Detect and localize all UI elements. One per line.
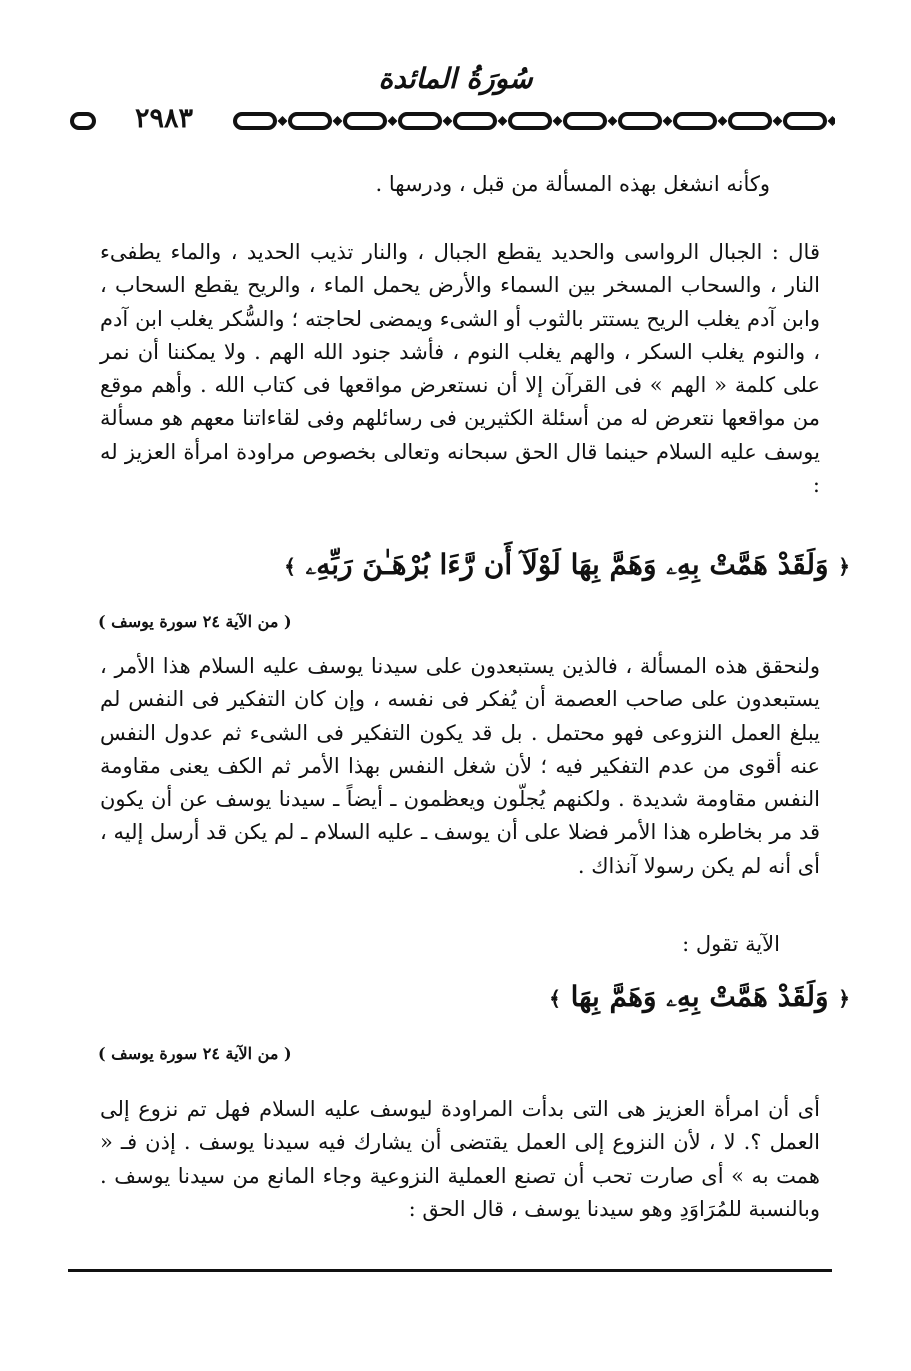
verse-close-bracket: ﴾: [549, 986, 561, 1011]
paragraph-5: أى أن امرأة العزيز هى التى بدأت المراودة ليوسف عليه السلام فهل تم نزوع إلى العمل ؟. لا ، لأن النزوع إلى العمل يقتضى أن يشارك فيه سيدنا يوسف . إذن فـ « همت به » أى صارت تحب أن تصنع العملية النزوعية وجاء المانع من سيدنا يوسف . وبالنسبة للمُرَاوَدِ وهو سيدنا يوسف ، قال الحق :: [100, 1097, 820, 1221]
quran-verse-2: [250, 980, 850, 1014]
surah-title: سُورَةُ المائدة: [378, 62, 533, 95]
page-number: ٢٩٨٣: [98, 102, 230, 136]
verse-2-source: ( من الآية ٢٤ سورة يوسف ): [98, 1044, 292, 1063]
paragraph-4: الآية تقول :: [682, 932, 780, 956]
verse-text: وَلَقَدْ هَمَّتْ بِهِۦ وَهَمَّ بِهَا: [570, 980, 829, 1013]
verse-1-source: ( من الآية ٢٤ سورة يوسف ): [98, 612, 292, 631]
verse-open-bracket: ﴿: [838, 986, 850, 1011]
verse-close-bracket: ﴾: [284, 554, 296, 579]
footer-rule: [68, 1269, 832, 1272]
verse-open-bracket: ﴿: [838, 554, 850, 579]
paragraph-3: ولنحقق هذه المسألة ، فالذين يستبعدون على سيدنا يوسف عليه السلام هذا الأمر ، يستبعدون على صاحب العصمة أن يُفكر فى نفسه ، وإن كان التفكير فى النفس لم يبلغ العمل النزوعى فهو محتمل . بل قد يكون التفكير فى الشىء ثم عدول النفس عنه أقوى من عدم التفكير فيه ؛ لأن شغل النفس بهذا الأمر ثم الكف يعنى مقاومة النفس مقاومة شديدة . ولكنهم يُجلّون ويعظمون ـ أيضاً ـ سيدنا يوسف عن أن يكون قد مر بخاطره هذا الأمر فضلا على أن يوسف ـ عليه السلام ـ لم يكن قد أرسل إليه ، أى أنه لم يكن رسولا آنذاك .: [100, 654, 820, 878]
paragraph-1: وكأنه انشغل بهذه المسألة من قبل ، ودرسها .: [375, 172, 770, 196]
ornamental-header-border: [70, 103, 835, 136]
paragraph-2: قال : الجبال الرواسى والحديد يقطع الجبال ، والنار تذيب الحديد ، والماء يطفىء النار ، والسحاب المسخر بين السماء والأرض يحمل الماء ، والريح يقطع السحاب ، وابن آدم يغلب الريح يستتر بالثوب أو الشىء ويمضى لحاجته ؛ والسُّكر يغلب ابن آدم ، والنوم يغلب السكر ، والهم يغلب النوم ، فأشد جنود الله الهم . ولا يمكننا أن نمر على كلمة « الهم » فى القرآن إلا أن نستعرض مواقعها فى كتاب الله . وأهم موقع من مواقعها نتعرض له من أسئلة الكثيرين فى رسائلهم وفى لقاءاتنا معهم هو مسألة يوسف عليه السلام حينما قال الحق سبحانه وتعالى بخصوص مراودة امرأة العزيز له :: [100, 240, 820, 498]
quran-verse-1: [250, 548, 850, 582]
verse-text: وَلَقَدْ هَمَّتْ بِهِۦ وَهَمَّ بِهَا لَوْلَآ أَن رَّءَا بُرْهَـٰنَ رَبِّهِۦ: [305, 548, 829, 581]
